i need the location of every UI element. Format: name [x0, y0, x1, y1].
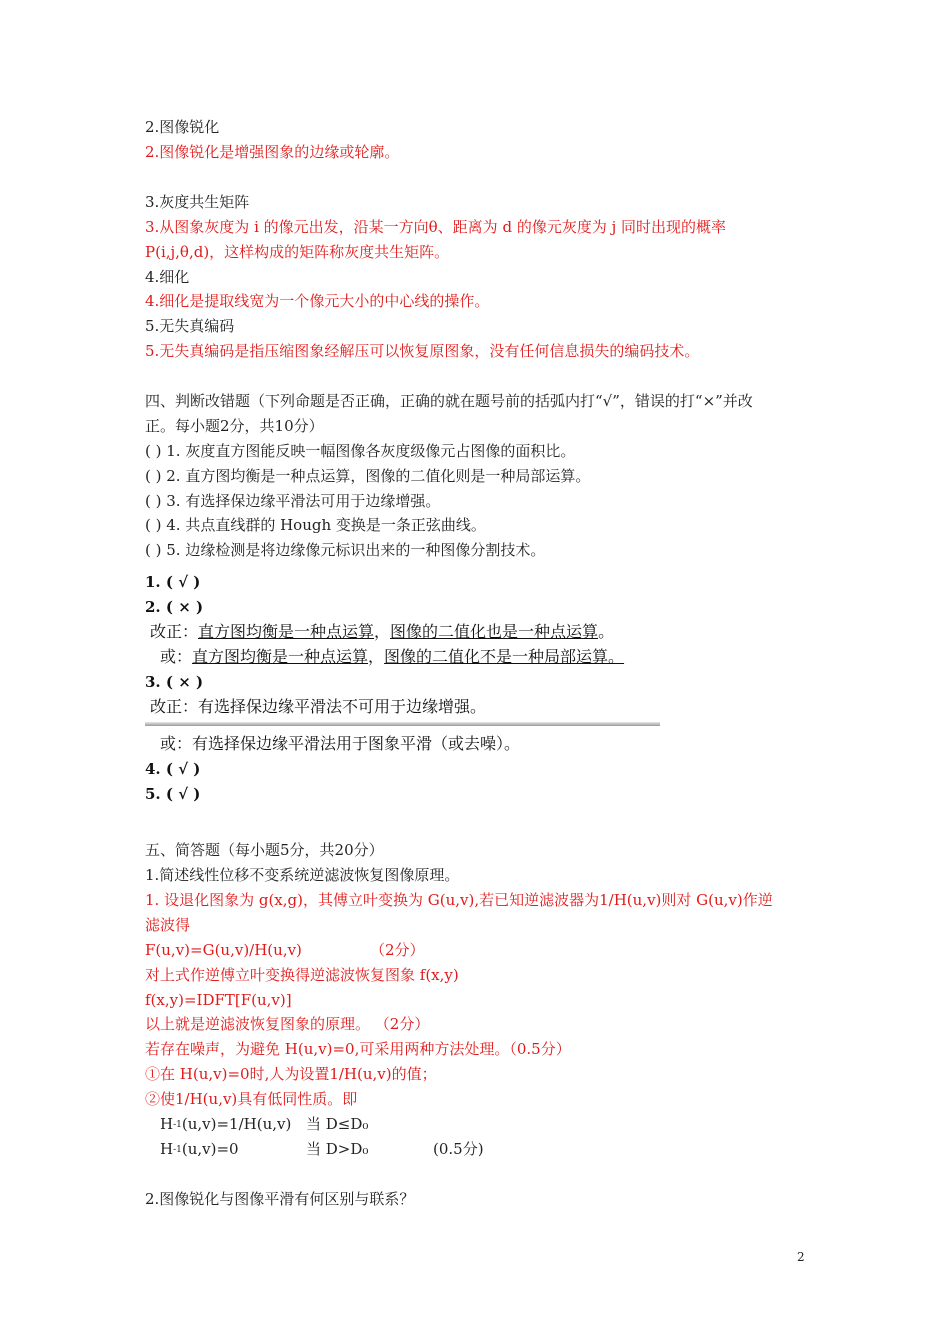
- def-answer-2: 2.图像锐化是增强图象的边缘或轮廓。: [145, 143, 400, 161]
- short-question-1: 1.简述线性位移不变系统逆滤波恢复图像原理。: [145, 866, 460, 884]
- short-answer-1-eq1: F(u,v)=G(u,v)/H(u,v): [145, 941, 302, 959]
- judge-answer-2: 2. ( × ): [145, 598, 204, 616]
- fix-underlined-1: 直方图均衡是一种点运算: [192, 647, 369, 666]
- judge-fix-2a: [150, 622, 614, 642]
- judge-fix-2b: [160, 647, 624, 667]
- def-answer-4: 4.细化是提取线宽为一个像元大小的中心线的操作。: [145, 292, 490, 310]
- def-heading-5: 5.无失真编码: [145, 317, 235, 335]
- fix-prefix: 改正：: [150, 622, 199, 641]
- fix-underlined-2: 图像的二值化也是一种点运算: [390, 622, 599, 641]
- judge-title-line2: 正。每小题2分，共10分）: [145, 417, 324, 435]
- fix-underlined-1: 直方图均衡是一种点运算: [198, 622, 375, 641]
- formula-body: (u,v)=1/H(u,v): [181, 1115, 292, 1133]
- short-answer-1-line1: 1. 设退化图象为 g(x,g)，其傅立叶变换为 G(u,v),若已知逆滤波器为1/H(u,v)则对 G(u,v)作逆: [145, 891, 773, 909]
- judge-item-1: ( ) 1. 灰度直方图能反映一幅图像各灰度级像元占图像的面积比。: [145, 442, 576, 460]
- short-answer-1-line4: 对上式作逆傅立叶变换得逆滤波恢复图象 f(x,y): [145, 966, 459, 984]
- formula-symbol: H: [160, 1115, 174, 1133]
- fix-period: 。: [598, 622, 615, 641]
- formula-superscript: -1: [173, 1145, 182, 1155]
- def-heading-2: 2.图像锐化: [145, 118, 220, 136]
- fix-comma: ，: [368, 647, 385, 666]
- def-answer-3-line1: 3.从图象灰度为 i 的像元出发，沿某一方向θ、距离为 d 的像元灰度为 j 同时出现的概率: [145, 218, 727, 236]
- short-answer-1-score1: （2分）: [370, 941, 425, 959]
- page-number: 2: [797, 1250, 805, 1264]
- def-heading-4: 4.细化: [145, 268, 190, 286]
- formula-2-condition: 当 D>D₀: [306, 1140, 369, 1158]
- judge-answer-3: 3. ( × ): [145, 673, 204, 691]
- divider-line: [145, 722, 660, 726]
- fix-prefix: 或：: [160, 647, 193, 666]
- def-heading-3: 3.灰度共生矩阵: [145, 193, 250, 211]
- formula-2: [160, 1139, 239, 1159]
- judge-item-2: ( ) 2. 直方图均衡是一种点运算，图像的二值化则是一种局部运算。: [145, 467, 591, 485]
- short-answer-1-line2: 滤波得: [145, 916, 191, 934]
- short-answer-1-line7: 若存在噪声，为避免 H(u,v)=0,可采用两种方法处理。（0.5分）: [145, 1040, 571, 1058]
- judge-answer-1: 1. ( √ ): [145, 573, 201, 591]
- short-answer-1-line6: 以上就是逆滤波恢复图象的原理。 （2分）: [145, 1015, 430, 1033]
- fix-underlined-2: 图像的二值化不是一种局部运算。: [384, 647, 625, 666]
- formula-1-condition: 当 D≤D₀: [306, 1115, 369, 1133]
- def-answer-5: 5.无失真编码是指压缩图象经解压可以恢复原图象，没有任何信息损失的编码技术。: [145, 342, 700, 360]
- formula-superscript: -1: [173, 1120, 182, 1130]
- judge-item-3: ( ) 3. 有选择保边缘平滑法可用于边缘增强。: [145, 492, 441, 510]
- formula-symbol: H: [160, 1140, 174, 1158]
- judge-item-4: ( ) 4. 共点直线群的 Hough 变换是一条正弦曲线。: [145, 516, 486, 534]
- short-title: 五、简答题（每小题5分，共20分）: [145, 841, 384, 859]
- judge-title-line1: 四、判断改错题（下列命题是否正确，正确的就在题号前的括弧内打“√”，错误的打“×”并改: [145, 392, 753, 410]
- formula-body: (u,v)=0: [181, 1140, 239, 1158]
- short-answer-1-line9: ②使1/H(u,v)具有低同性质。即: [145, 1090, 358, 1108]
- judge-answer-5: 5. ( √ ): [145, 785, 201, 803]
- judge-item-5: ( ) 5. 边缘检测是将边缘像元标识出来的一种图像分割技术。: [145, 541, 546, 559]
- judge-fix-3a: 改正：有选择保边缘平滑法不可用于边缘增强。: [150, 697, 487, 716]
- formula-2-score: (0.5分): [433, 1140, 484, 1158]
- fix-comma: ，: [374, 622, 391, 641]
- short-answer-1-line8: ①在 H(u,v)=0时,人为设置1/H(u,v)的值；: [145, 1065, 437, 1083]
- formula-1: [160, 1114, 291, 1134]
- short-answer-1-eq2: f(x,y)=IDFT[F(u,v)]: [145, 991, 292, 1009]
- short-question-2: 2.图像锐化与图像平滑有何区别与联系？: [145, 1190, 415, 1208]
- judge-answer-4: 4. ( √ ): [145, 760, 201, 778]
- def-answer-3-line2: P(i,j,θ,d)，这样构成的矩阵称灰度共生矩阵。: [145, 243, 450, 261]
- judge-fix-3b: 或：有选择保边缘平滑法用于图象平滑（或去噪）。: [160, 734, 521, 753]
